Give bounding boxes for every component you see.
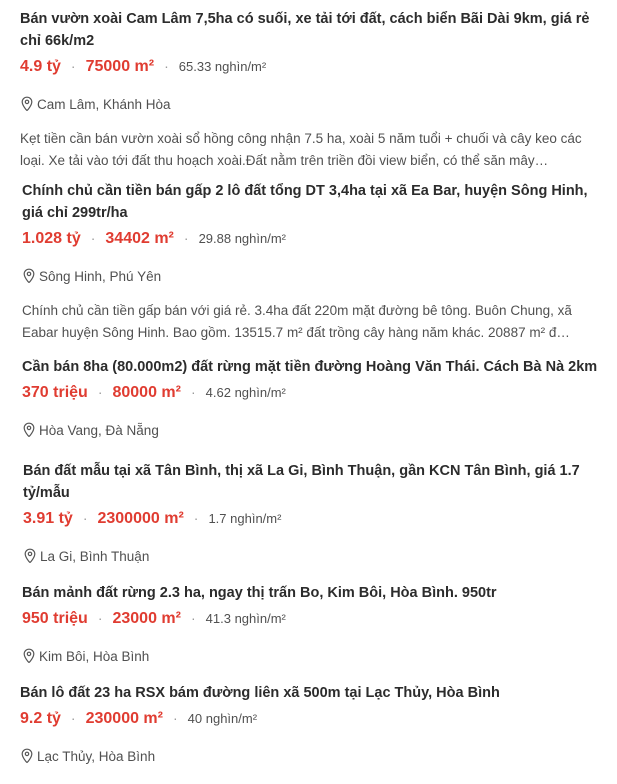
listing-meta bbox=[20, 58, 610, 82]
separator-dot: · bbox=[97, 384, 103, 400]
listing-area: 80000 m² bbox=[112, 384, 181, 401]
listing-card[interactable] bbox=[22, 180, 612, 344]
listing-title[interactable]: Bán vườn xoài Cam Lâm 7,5ha có suối, xe tải tới đất, cách biển Bãi Dài 9km, giá rẻ chỉ 66k/m2 bbox=[20, 11, 590, 49]
listing-card[interactable] bbox=[20, 682, 610, 766]
listing-card[interactable] bbox=[20, 8, 610, 172]
separator-dot: · bbox=[193, 510, 199, 526]
map-pin-icon bbox=[22, 648, 36, 664]
separator-dot: · bbox=[164, 58, 169, 74]
listing-title[interactable]: Bán mảnh đất rừng 2.3 ha, ngay thị trấn Bo, Kim Bôi, Hòa Bình. 950tr bbox=[22, 585, 497, 601]
listing-location bbox=[22, 266, 612, 286]
map-pin-icon bbox=[20, 748, 34, 764]
listing-location bbox=[22, 646, 612, 666]
listing-area: 230000 m² bbox=[85, 710, 163, 727]
listing-price: 370 triệu bbox=[22, 384, 88, 401]
listing-price: 4.9 tỷ bbox=[20, 58, 61, 75]
separator-dot: · bbox=[172, 710, 178, 726]
listing-location-text: Hòa Vang, Đà Nẵng bbox=[39, 422, 159, 438]
listing-location bbox=[20, 94, 610, 114]
listing-card[interactable] bbox=[23, 460, 613, 566]
listing-location bbox=[22, 420, 612, 440]
listing-price: 9.2 tỷ bbox=[20, 710, 61, 727]
listing-meta bbox=[22, 610, 612, 634]
listing-meta bbox=[22, 230, 612, 254]
listing-meta bbox=[23, 510, 613, 534]
listing-title[interactable]: Cần bán 8ha (80.000m2) đất rừng mặt tiền đường Hoàng Văn Thái. Cách Bà Nà 2km bbox=[22, 359, 598, 375]
listing-card[interactable] bbox=[22, 356, 612, 440]
separator-dot: · bbox=[82, 510, 88, 526]
listing-title[interactable]: Bán lô đất 23 ha RSX bám đường liên xã 500m tại Lạc Thủy, Hòa Bình bbox=[20, 685, 500, 701]
listing-location-text: Sông Hinh, Phú Yên bbox=[39, 268, 162, 284]
separator-dot: · bbox=[190, 610, 196, 626]
listing-area: 2300000 m² bbox=[97, 510, 184, 527]
separator-dot: · bbox=[70, 58, 76, 74]
listing-location-text: Kim Bôi, Hòa Bình bbox=[39, 648, 150, 664]
listing-price-per-m2: 65.33 nghìn/m² bbox=[178, 59, 267, 74]
listing-price-per-m2: 41.3 nghìn/m² bbox=[205, 611, 286, 626]
map-pin-icon bbox=[20, 96, 34, 112]
listing-location bbox=[23, 546, 613, 566]
listing-description: Kẹt tiền cần bán vườn xoài sổ hồng công nhận 7.5 ha, xoài 5 năm tuổi + chuối và cây keo các loại. Xe tải vào tới đất thu hoạch xoài.Đất nằm trên triền đồi view biển, có thể săn mây… bbox=[20, 131, 582, 168]
separator-dot: · bbox=[97, 610, 103, 626]
listing-price-per-m2: 1.7 nghìn/m² bbox=[208, 511, 282, 526]
listing-area: 75000 m² bbox=[85, 58, 155, 75]
listing-meta bbox=[22, 384, 612, 408]
map-pin-icon bbox=[22, 422, 36, 438]
separator-dot: · bbox=[70, 710, 76, 726]
listing-area: 23000 m² bbox=[112, 610, 181, 627]
listing-area: 34402 m² bbox=[105, 230, 174, 247]
listing-price: 950 triệu bbox=[22, 610, 88, 627]
listing-location-text: La Gi, Bình Thuận bbox=[40, 548, 150, 564]
listing-price: 3.91 tỷ bbox=[23, 510, 73, 527]
listing-title[interactable]: Chính chủ cần tiền bán gấp 2 lô đất tổng DT 3,4ha tại xã Ea Bar, huyện Sông Hinh, giá chỉ 299tr/ha bbox=[22, 183, 588, 221]
listing-meta bbox=[20, 710, 610, 734]
separator-dot: · bbox=[183, 230, 189, 246]
listing-card[interactable] bbox=[22, 582, 612, 666]
map-pin-icon bbox=[22, 268, 36, 284]
map-pin-icon bbox=[23, 548, 37, 564]
listing-price-per-m2: 40 nghìn/m² bbox=[187, 711, 258, 726]
listing-location-text: Lạc Thủy, Hòa Bình bbox=[37, 748, 156, 764]
separator-dot: · bbox=[190, 384, 196, 400]
listing-price-per-m2: 4.62 nghìn/m² bbox=[205, 385, 286, 400]
listing-location bbox=[20, 746, 610, 766]
listing-description: Chính chủ cần tiền gấp bán với giá rẻ. 3.4ha đất 220m mặt đường bê tông. Buôn Chung, xã Eabar huyện Sông Hinh. Bao gồm. 13515.7 m² đất trồng cây hàng năm khác. 20887 m² đ… bbox=[22, 303, 572, 340]
listing-location-text: Cam Lâm, Khánh Hòa bbox=[37, 96, 171, 112]
listing-title[interactable]: Bán đất mẫu tại xã Tân Bình, thị xã La Gi, Bình Thuận, gần KCN Tân Bình, giá 1.7 tỷ/mẫu bbox=[23, 463, 580, 501]
separator-dot: · bbox=[90, 230, 96, 246]
listing-price-per-m2: 29.88 nghìn/m² bbox=[198, 231, 287, 246]
listing-price: 1.028 tỷ bbox=[22, 230, 81, 247]
